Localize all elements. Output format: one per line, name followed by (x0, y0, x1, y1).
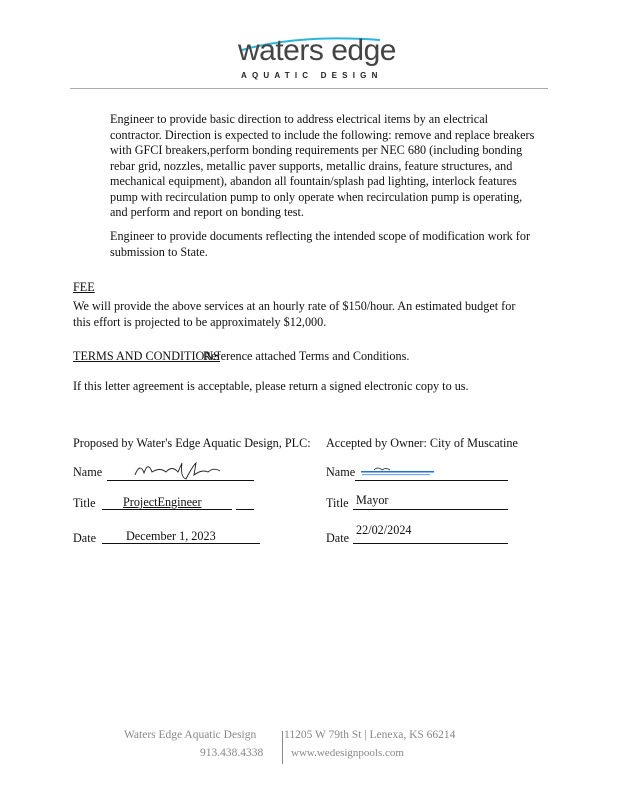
closing-text: If this letter agreement is acceptable, please return a signed electronic copy to us. (73, 379, 469, 393)
footer-address: 11205 W 79th St | Lenexa, KS 66214 (284, 729, 456, 741)
text-line: this effort is projected to be approximately $12,000. (73, 314, 327, 329)
text-line: We will provide the above services at an hourly rate of $150/hour. An estimated budget for (73, 299, 516, 313)
text-line: and perform and report on bonding test. (110, 205, 304, 219)
date-label: Date (326, 531, 350, 545)
title-label: Title (326, 496, 349, 510)
terms-text: Reference attached Terms and Conditions. (203, 349, 410, 363)
footer-website[interactable]: www.wedesignpools.com (291, 747, 404, 759)
scope-paragraph-2 (110, 229, 530, 260)
header-divider (70, 88, 548, 89)
name-label: Name (73, 465, 103, 479)
text-line: pump with recirculation pump to only operate when recirculation pump is operating, (110, 189, 523, 204)
footer-company: Waters Edge Aquatic Design (124, 729, 257, 741)
date-label: Date (73, 531, 97, 545)
text-line: contractor. Direction is expected to include the following: remove and replace breakers (110, 127, 535, 142)
logo-wordmark: waters edge (238, 34, 396, 67)
signature-image (130, 457, 225, 482)
fee-heading: FEE (73, 280, 95, 294)
footer-divider (282, 731, 283, 764)
title-label: Title (73, 496, 96, 510)
owner-date-value: 22/02/2024 (356, 523, 412, 537)
text-line: with GFCI breakers,perform bonding requirements per NEC 680 (including bonding (110, 143, 523, 157)
terms-heading: TERMS AND CONDITIONS (73, 349, 220, 363)
owner-heading: Accepted by Owner: City of Muscatine (326, 436, 518, 450)
owner-title-value: Mayor (356, 493, 389, 507)
text-line: mechanical equipment), abandon all fountain/splash pad lighting, interlock features (110, 174, 517, 188)
footer-phone: 913.438.4338 (200, 747, 264, 759)
proposer-title-value: ProjectEngineer (123, 495, 202, 509)
logo-tagline: AQUATIC DESIGN (241, 71, 383, 80)
scope-paragraph-1 (110, 112, 534, 221)
text-line: rebar grid, nozzles, metallic paver supports, metallic drains, feature structures, and (110, 158, 513, 173)
name-label: Name (326, 465, 356, 479)
text-line: submission to State. (110, 244, 208, 259)
proposer-date-value: December 1, 2023 (126, 529, 216, 543)
text-line: Engineer to provide documents reflecting the intended scope of modification work for (110, 229, 530, 243)
electronic-signature-image (360, 464, 435, 480)
text-line: Engineer to provide basic direction to address electrical items by an electrical (110, 112, 488, 126)
proposer-heading: Proposed by Water's Edge Aquatic Design, PLC: (73, 436, 311, 450)
fee-paragraph (73, 299, 515, 330)
